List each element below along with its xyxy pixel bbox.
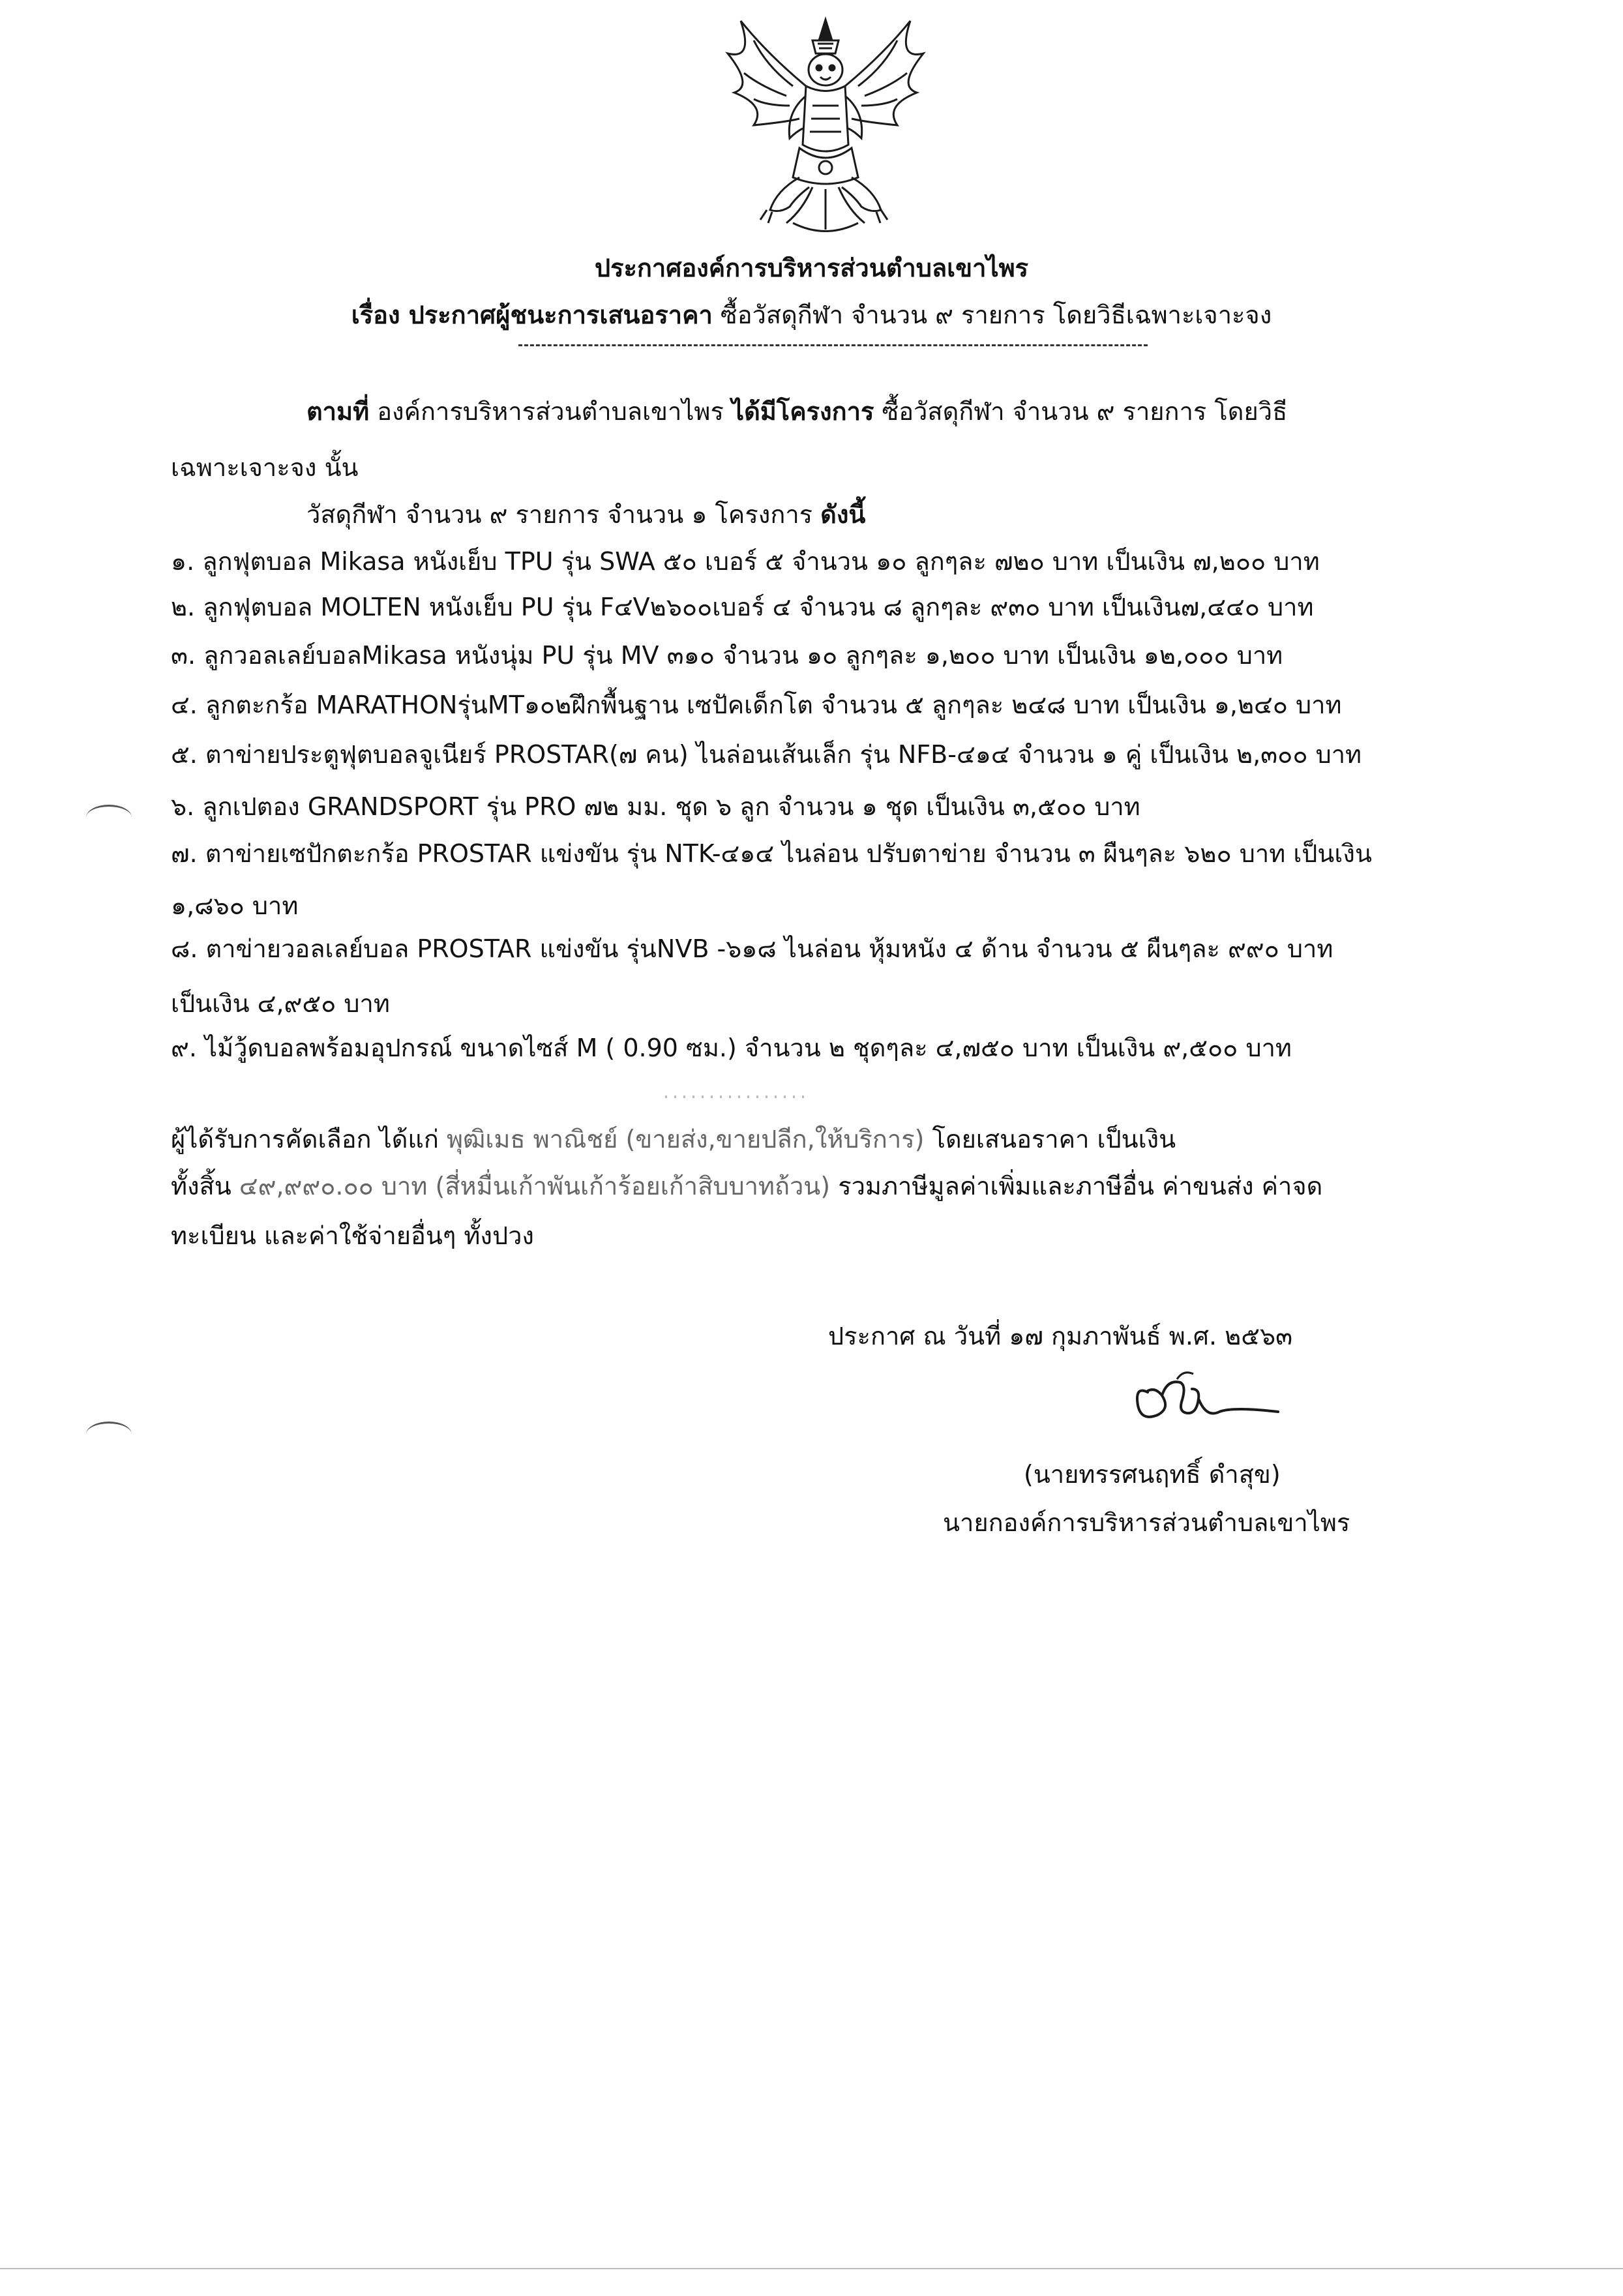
summary-text: วัสดุกีฬา จำนวน ๙ รายการ จำนวน ๑ โครงการ: [306, 500, 821, 529]
winner-line-2: [171, 1167, 1322, 1205]
intro-word-4: ซื้อวัสดุกีฬา จำนวน ๙ รายการ โดยวิธี: [874, 397, 1288, 426]
item-5: ๕. ตาข่ายประตูฟุตบอลจูเนียร์ PROSTAR(๗ คน) ไนล่อนเส้นเล็ก รุ่น NFB-๔๑๔ จำนวน ๑ คู่ เป็นเงิน ๒,๓๐๐ บาท: [171, 740, 1362, 769]
intro-word-3: ได้มีโครงการ: [731, 397, 874, 426]
announcement-title: ประกาศองค์การบริหารส่วนตำบลเขาไพร: [594, 254, 1029, 282]
scan-edge-line: [0, 2268, 1623, 2269]
item-6: ๖. ลูกเปตอง GRANDSPORT รุ่น PRO ๗๒ มม. ชุด ๖ ลูก จำนวน ๑ ชุด เป็นเงิน ๓,๕๐๐ บาท: [171, 792, 1140, 821]
winner-name: พุฒิเมธ พาณิชย์ (ขายส่ง,ขายปลีก,ให้บริการ): [447, 1125, 925, 1154]
item-3: ๓. ลูกวอลเลย์บอลMikasa หนังนุ่ม PU รุ่น MV ๓๑๐ จำนวน ๑๐ ลูกๆละ ๑,๒๐๐ บาท เป็นเงิน ๑๒,๐๐๐ บาท: [171, 641, 1283, 670]
item-9: ๙. ไม้วู้ดบอลพร้อมอุปกรณ์ ขนาดไซส์ M ( 0.90 ซม.) จำนวน ๒ ชุดๆละ ๔,๗๕๐ บาท เป็นเงิน ๙,๕๐๐ บาท: [171, 1034, 1292, 1062]
intro-line-2: เฉพาะเจาะจง นั้น: [171, 453, 359, 482]
item-8-cont: เป็นเงิน ๔,๙๕๐ บาท: [171, 989, 390, 1018]
item-7: ๗. ตาข่ายเซปักตะกร้อ PROSTAR แข่งขัน รุ่น NTK-๔๑๔ ไนล่อน ปรับตาข่าย จำนวน ๓ ผืนๆละ ๖๒๐ บาท เป็นเงิน: [171, 839, 1372, 868]
item-1: ๑. ลูกฟุตบอล Mikasa หนังเย็บ TPU รุ่น SWA ๕๐ เบอร์ ๕ จำนวน ๑๐ ลูกๆละ ๗๒๐ บาท เป็นเงิน ๗,๒๐๐ บาท: [171, 547, 1320, 576]
subject-text: ซื้อวัสดุกีฬา จำนวน ๙ รายการ โดยวิธีเฉพาะเจาะจง: [712, 301, 1272, 329]
intro-line-1: [306, 393, 1287, 430]
winner-line-1: [171, 1120, 1176, 1158]
punch-hole-mark: [86, 805, 132, 830]
item-7-cont: ๑,๘๖๐ บาท: [171, 891, 299, 920]
intro-word-2: องค์การบริหารส่วนตำบลเขาไพร: [369, 397, 732, 426]
total-label: ทั้งสิ้น: [171, 1172, 239, 1200]
summary-line: [306, 496, 865, 533]
subject-prefix: เรื่อง ประกาศผู้ชนะการเสนอราคา: [351, 301, 713, 329]
item-4: ๔. ลูกตะกร้อ MARATHONรุ่นMT๑๐๒ฝึกพื้นฐาน เซปัคเด็กโต จำนวน ๕ ลูกๆละ ๒๔๘ บาท เป็นเงิน ๑,๒๔๐ บาท: [171, 691, 1342, 719]
announcement-subject: [0, 297, 1623, 333]
intro-word-1: ตามที่: [306, 397, 370, 426]
winner-line-3: ทะเบียน และค่าใช้จ่ายอื่นๆ ทั้งปวง: [171, 1221, 534, 1250]
garuda-emblem-icon: [715, 14, 936, 243]
handwritten-signature: [1122, 1366, 1285, 1438]
total-terms: รวมภาษีมูลค่าเพิ่มและภาษีอื่น ค่าขนส่ง ค่าจด: [830, 1172, 1323, 1200]
separator-line: [518, 344, 1148, 346]
total-amount: ๔๙,๙๙๐.๐๐ บาท (สี่หมื่นเก้าพันเก้าร้อยเก้าสิบบาทถ้วน): [239, 1172, 831, 1200]
item-8: ๘. ตาข่ายวอลเลย์บอล PROSTAR แข่งขัน รุ่นNVB -๖๑๘ ไนล่อน หุ้มหนัง ๔ ด้าน จำนวน ๕ ผืนๆละ ๙๙๐ บาท: [171, 934, 1333, 963]
summary-bold: ดังนี้: [820, 500, 866, 529]
winner-offer: โดยเสนอราคา เป็นเงิน: [924, 1125, 1176, 1154]
scan-dots: [665, 1096, 809, 1098]
item-2: ๒. ลูกฟุตบอล MOLTEN หนังเย็บ PU รุ่น F๔V๒๖๐๐เบอร์ ๔ จำนวน ๘ ลูกๆละ ๙๓๐ บาท เป็นเงิน๗,๔๔๐ บาท: [171, 593, 1314, 621]
signer-name: (นายทรรศนฤทธิ์ ดำสุข): [1024, 1460, 1281, 1489]
announcement-date: ประกาศ ณ วันที่ ๑๗ กุมภาพันธ์ พ.ศ. ๒๕๖๓: [828, 1322, 1293, 1350]
winner-label: ผู้ได้รับการคัดเลือก ได้แก่: [171, 1125, 447, 1154]
punch-hole-mark: [86, 1422, 132, 1447]
signer-position: นายกองค์การบริหารส่วนตำบลเขาไพร: [943, 1508, 1350, 1537]
